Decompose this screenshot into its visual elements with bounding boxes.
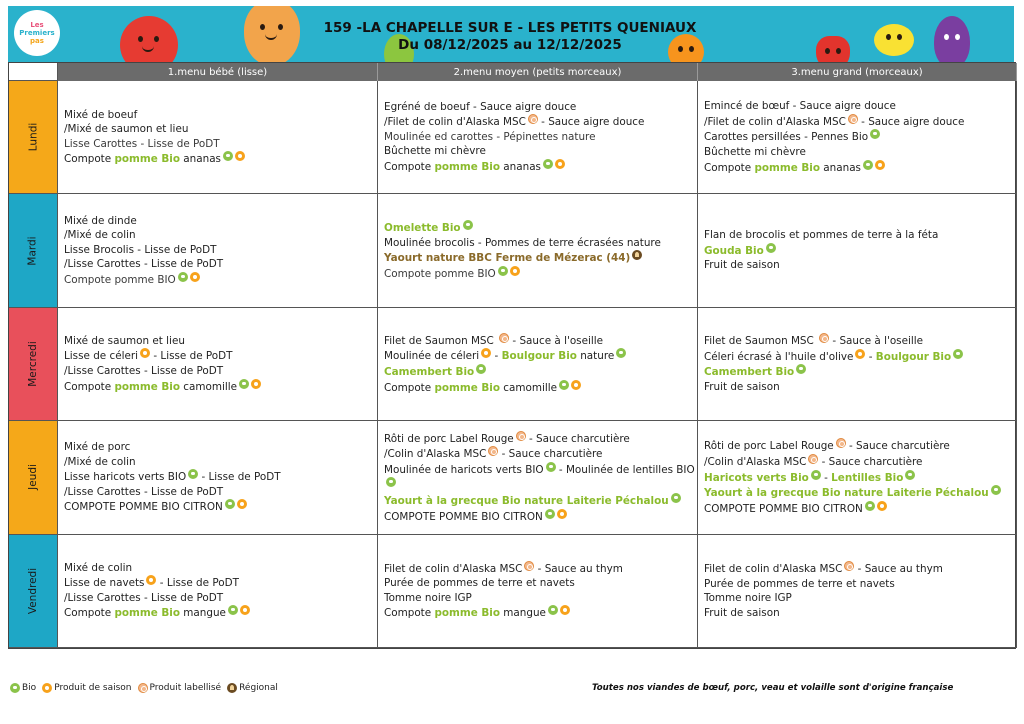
menu-line: [384, 266, 691, 282]
season-icon: [235, 151, 245, 161]
menu-line: [384, 348, 691, 364]
menu-text: ananas: [179, 153, 221, 166]
season-icon: [510, 266, 520, 276]
menu-line: [384, 220, 691, 236]
day-label-2: [9, 308, 58, 421]
page-title: [300, 20, 720, 54]
menu-text: Haricots verts Bio: [704, 471, 809, 484]
menu-line: [704, 438, 1010, 454]
menu-line: [64, 334, 371, 349]
label-quality-icon: [138, 683, 148, 693]
menu-line: [384, 250, 691, 266]
menu-line: [384, 159, 691, 175]
bio-leaf-icon: [559, 380, 569, 390]
season-icon: [560, 605, 570, 615]
menu-text: Filet de colin d'Alaska MSC: [384, 562, 523, 575]
menu-text: Bûchette mi chèvre: [704, 145, 806, 158]
menu-line: [64, 364, 371, 379]
menu-text: Boulgour Bio: [875, 350, 952, 363]
season-icon: [237, 499, 247, 509]
menu-text: Yaourt nature BBC Ferme de Mézerac (44): [384, 252, 631, 265]
menu-cell-grand: [698, 81, 1017, 194]
label-quality-icon: [836, 438, 846, 448]
menu-text: Omelette Bio: [384, 221, 461, 234]
menu-text: - Sauce aigre douce: [857, 115, 965, 128]
season-icon: [855, 349, 865, 359]
menu-text: /Lisse Carottes - Lisse de PoDT: [64, 258, 224, 271]
menu-text: - Sauce à l'oseille: [829, 335, 924, 348]
menu-text: Compote: [64, 153, 115, 166]
menu-text: Filet de Saumon MSC: [384, 334, 498, 347]
menu-text: Filet de colin d'Alaska MSC: [704, 563, 843, 576]
bio-leaf-icon: [671, 493, 681, 503]
legend-item: [42, 683, 131, 693]
day-label-0: [9, 81, 58, 194]
menu-text: mangue: [499, 607, 546, 620]
bio-leaf-icon: [188, 469, 198, 479]
menu-text: Mixé de porc: [64, 440, 131, 453]
day-name: Vendredi: [27, 567, 39, 614]
menu-cell-bebe: [58, 421, 378, 534]
bio-leaf-icon: [991, 485, 1001, 495]
bio-leaf-icon: [905, 470, 915, 480]
menu-text: Mixé de saumon et lieu: [64, 334, 185, 347]
season-icon: [555, 159, 565, 169]
menu-text: Mixé de dinde: [64, 214, 137, 227]
menu-line: [384, 509, 691, 525]
menu-line: [64, 561, 371, 576]
menu-cell-bebe: [58, 81, 378, 194]
legend-label: Bio: [22, 683, 37, 693]
menu-text: Filet de Saumon MSC: [704, 335, 818, 348]
season-icon: [240, 605, 250, 615]
menu-line: [384, 591, 691, 606]
menu-line: [384, 446, 691, 462]
regional-icon: [632, 250, 642, 260]
logo-text-1: Les: [30, 21, 44, 29]
season-icon: [140, 348, 150, 358]
bio-leaf-icon: [545, 509, 555, 519]
menu-cell-grand: [698, 535, 1017, 648]
menu-text: - Lisse de PoDT: [156, 577, 239, 590]
label-quality-icon: [528, 114, 538, 124]
bio-leaf-icon: [223, 151, 233, 161]
menu-text: /Colin d'Alaska MSC: [384, 448, 487, 461]
menu-text: COMPOTE POMME BIO CITRON: [704, 502, 863, 515]
menu-line: [384, 333, 691, 349]
menu-line: [384, 493, 691, 509]
menu-text: Lentilles Bio: [831, 471, 904, 484]
menu-line: [384, 380, 691, 396]
season-icon: [190, 272, 200, 282]
menu-line: [704, 577, 1010, 592]
menu-text: pomme Bio: [434, 381, 500, 394]
season-icon: [251, 379, 261, 389]
menu-line: [704, 145, 1010, 160]
lemon-illustration: [874, 24, 914, 56]
menu-cell-moyen: [378, 421, 698, 534]
bio-leaf-icon: [865, 501, 875, 511]
menu-line: [704, 258, 1010, 273]
menu-line: [704, 380, 1010, 395]
menu-text: /Mixé de colin: [64, 455, 136, 468]
menu-line: [704, 591, 1010, 606]
menu-line: [64, 455, 371, 470]
bio-leaf-icon: [463, 220, 473, 230]
menu-line: [384, 130, 691, 145]
bio-leaf-icon: [766, 243, 776, 253]
menu-cell-bebe: [58, 308, 378, 421]
menu-line: [384, 605, 691, 621]
menu-text: -: [491, 350, 502, 363]
bio-leaf-icon: [225, 499, 235, 509]
menu-line: [384, 114, 691, 130]
menu-text: Egréné de boeuf - Sauce aigre douce: [384, 100, 577, 113]
menu-text: - Lisse de PoDT: [150, 350, 233, 363]
menu-text: COMPOTE POMME BIO CITRON: [384, 510, 543, 523]
menu-text: Emincé de bœuf - Sauce aigre douce: [704, 100, 896, 113]
menu-line: [704, 501, 1010, 517]
menu-text: - Sauce charcutière: [845, 440, 950, 453]
season-icon: [557, 509, 567, 519]
menu-line: [64, 108, 371, 123]
bio-leaf-icon: [796, 364, 806, 374]
menu-text: mangue: [179, 607, 226, 620]
menu-cell-bebe: [58, 194, 378, 307]
menu-line: [384, 100, 691, 115]
menu-text: Lisse Brocolis - Lisse de PoDT: [64, 243, 217, 256]
legend-item: [10, 683, 36, 693]
menu-text: Céleri écrasé à l'huile d'olive: [704, 350, 854, 363]
label-quality-icon: [819, 333, 829, 343]
menu-line: [64, 499, 371, 515]
menu-line: [704, 99, 1010, 114]
menu-line: [64, 469, 371, 485]
menu-line: [64, 122, 371, 137]
menu-line: [64, 137, 371, 152]
menu-text: -: [820, 471, 832, 484]
menu-text: Lisse de navets: [64, 577, 145, 590]
eggplant-illustration: [934, 16, 970, 62]
menu-line: [704, 129, 1010, 145]
menu-line: [64, 575, 371, 591]
menu-text: - Sauce à l'oseille: [509, 334, 604, 347]
menu-line: [64, 440, 371, 455]
menu-text: Mixé de boeuf: [64, 108, 138, 121]
menu-line: [384, 144, 691, 159]
site-title: 159 -LA CHAPELLE SUR E - LES PETITS QUENIAUX: [323, 20, 697, 36]
menu-line: [384, 576, 691, 591]
day-name: Lundi: [27, 122, 39, 152]
menu-line: [704, 485, 1010, 501]
date-range: Du 08/12/2025 au 12/12/2025: [398, 37, 622, 53]
menu-text: pomme Bio: [114, 607, 180, 620]
menu-text: /Filet de colin d'Alaska MSC: [704, 115, 846, 128]
menu-table: [8, 62, 1016, 649]
menu-cell-moyen: [378, 535, 698, 648]
menu-text: - Sauce charcutière: [525, 432, 630, 445]
menu-text: pomme Bio: [754, 161, 820, 174]
menu-text: Compote: [704, 161, 755, 174]
menu-line: [64, 228, 371, 243]
menu-text: camomille: [179, 380, 238, 393]
menu-text: Purée de pommes de terre et navets: [704, 577, 895, 590]
menu-text: ananas: [819, 161, 861, 174]
bio-leaf-icon: [811, 470, 821, 480]
menu-line: [704, 349, 1010, 365]
bio-leaf-icon: [548, 605, 558, 615]
bio-leaf-icon: [543, 159, 553, 169]
column-header-moyen: 2.menu moyen (petits morceaux): [378, 63, 698, 81]
menu-text: /Filet de colin d'Alaska MSC: [384, 116, 526, 129]
legend-label: Produit labellisé: [149, 683, 222, 693]
menu-text: Compote: [384, 381, 435, 394]
menu-line: [64, 591, 371, 606]
menu-text: - Sauce aigre douce: [537, 116, 645, 129]
bio-leaf-icon: [498, 266, 508, 276]
menu-line: [384, 462, 695, 478]
day-label-4: [9, 535, 58, 648]
menu-text: Yaourt à la grecque Bio nature Laiterie Péchalou: [704, 487, 989, 500]
season-icon: [42, 683, 52, 693]
menu-cell-moyen: [378, 194, 698, 307]
label-quality-icon: [516, 431, 526, 441]
menu-text: COMPOTE POMME BIO CITRON: [64, 501, 223, 514]
menu-text: /Lisse Carottes - Lisse de PoDT: [64, 485, 224, 498]
day-label-1: [9, 194, 58, 307]
menu-text: nature: [576, 350, 615, 363]
logo: [14, 10, 60, 56]
bio-leaf-icon: [546, 462, 556, 472]
menu-line: [64, 151, 371, 167]
menu-text: /Mixé de saumon et lieu: [64, 123, 189, 136]
strawberry-illustration: [816, 36, 850, 62]
menu-line: [704, 364, 1010, 380]
menu-text: -: [865, 350, 876, 363]
potato-illustration: [244, 6, 300, 62]
menu-text: - Lisse de PoDT: [198, 471, 281, 484]
legend-item: [227, 683, 278, 693]
menu-line: [64, 485, 371, 500]
season-icon: [481, 348, 491, 358]
menu-line: [384, 477, 691, 493]
menu-text: Mixé de colin: [64, 561, 133, 574]
bio-leaf-icon: [386, 477, 396, 487]
label-quality-icon: [499, 333, 509, 343]
menu-line: [704, 243, 1010, 259]
legend: [10, 683, 284, 693]
day-label-3: [9, 421, 58, 534]
menu-line: [64, 257, 371, 272]
day-name: Mercredi: [26, 341, 39, 387]
menu-text: camomille: [499, 381, 558, 394]
menu-text: /Lisse Carottes - Lisse de PoDT: [64, 591, 224, 604]
menu-text: Moulinée de céleri: [384, 350, 480, 363]
menu-line: [384, 561, 691, 577]
menu-text: Lisse de céleri: [64, 350, 139, 363]
bio-leaf-icon: [953, 349, 963, 359]
menu-cell-grand: [698, 308, 1017, 421]
menu-text: Camembert Bio: [704, 366, 795, 379]
menu-text: Gouda Bio: [704, 244, 764, 257]
season-icon: [571, 380, 581, 390]
menu-text: Tomme noire IGP: [384, 591, 472, 604]
menu-text: Purée de pommes de terre et navets: [384, 577, 575, 590]
menu-text: Lisse Carottes - Lisse de PoDT: [64, 137, 220, 150]
menu-line: [704, 561, 1010, 577]
menu-line: [384, 364, 691, 380]
menu-line: [704, 333, 1010, 349]
bio-leaf-icon: [476, 364, 486, 374]
menu-text: Moulinée ed carottes - Pépinettes nature: [384, 130, 596, 143]
menu-text: pomme Bio: [114, 153, 180, 166]
season-icon: [146, 575, 156, 585]
menu-text: Tomme noire IGP: [704, 592, 792, 605]
menu-text: - Sauce charcutière: [498, 448, 603, 461]
menu-line: [704, 470, 1010, 486]
day-name: Jeudi: [26, 464, 39, 491]
menu-text: Flan de brocolis et pommes de terre à la féta: [704, 229, 939, 242]
menu-text: Bûchette mi chèvre: [384, 145, 486, 158]
menu-line: [704, 606, 1010, 621]
menu-text: Moulinée brocolis - Pommes de terre écrasées nature: [384, 236, 661, 249]
season-icon: [877, 501, 887, 511]
menu-text: Yaourt à la grecque Bio nature Laiterie Péchalou: [384, 494, 669, 507]
menu-line: [64, 379, 371, 395]
menu-text: Boulgour Bio: [501, 350, 577, 363]
menu-text: Compote pomme BIO: [384, 267, 496, 280]
menu-line: [384, 431, 691, 447]
menu-line: [384, 236, 691, 251]
menu-line: [704, 454, 1010, 470]
menu-text: /Lisse Carottes - Lisse de PoDT: [64, 364, 224, 377]
menu-cell-moyen: [378, 308, 698, 421]
menu-text: Compote: [384, 607, 435, 620]
menu-cell-bebe: [58, 535, 378, 648]
season-icon: [875, 160, 885, 170]
menu-cell-grand: [698, 421, 1017, 534]
menu-line: [64, 243, 371, 258]
label-quality-icon: [488, 446, 498, 456]
label-quality-icon: [844, 561, 854, 571]
menu-text: Moulinée de haricots verts BIO: [384, 463, 544, 476]
menu-text: - Sauce au thym: [854, 563, 943, 576]
apple-illustration: [120, 16, 178, 62]
menu-text: Fruit de saison: [704, 381, 780, 394]
menu-line: [64, 272, 371, 288]
menu-text: Compote: [64, 607, 115, 620]
menu-line: [704, 160, 1010, 176]
bio-leaf-icon: [616, 348, 626, 358]
menu-line: [64, 348, 371, 364]
day-name: Mardi: [27, 235, 39, 266]
bio-leaf-icon: [863, 160, 873, 170]
menu-text: pomme Bio: [114, 380, 180, 393]
menu-text: /Colin d'Alaska MSC: [704, 456, 807, 468]
menu-text: ananas: [499, 161, 541, 174]
menu-line: [704, 228, 1010, 243]
origin-note: Toutes nos viandes de bœuf, porc, veau et volaille sont d'origine française: [592, 683, 954, 693]
menu-cell-moyen: [378, 81, 698, 194]
menu-text: Carottes persillées - Pennes Bio: [704, 131, 869, 144]
menu-text: Compote: [64, 380, 115, 393]
menu-text: /Mixé de colin: [64, 229, 136, 242]
menu-text: Compote pomme BIO: [64, 273, 176, 286]
table-corner: [9, 63, 58, 81]
menu-line: [704, 114, 1010, 130]
bio-leaf-icon: [870, 129, 880, 139]
logo-text-2: Premiers: [19, 29, 55, 37]
bio-leaf-icon: [178, 272, 188, 282]
menu-text: Rôti de porc Label Rouge: [384, 432, 514, 445]
menu-text: Rôti de porc Label Rouge: [704, 440, 834, 453]
menu-text: Fruit de saison: [704, 259, 780, 272]
regional-icon: [227, 683, 237, 693]
menu-line: [64, 605, 371, 621]
menu-cell-grand: [698, 194, 1017, 307]
menu-text: Camembert Bio: [384, 365, 475, 378]
logo-text-3: pas: [30, 37, 44, 45]
column-header-bebe: 1.menu bébé (lisse): [58, 63, 378, 81]
menu-text: pomme Bio: [434, 607, 500, 620]
menu-line: [64, 214, 371, 229]
bio-leaf-icon: [10, 683, 20, 693]
bio-leaf-icon: [239, 379, 249, 389]
legend-item: [138, 683, 222, 693]
legend-label: Régional: [239, 683, 278, 693]
menu-text: Lisse haricots verts BIO: [64, 471, 187, 484]
legend-label: Produit de saison: [54, 683, 132, 693]
column-header-grand: 3.menu grand (morceaux): [698, 63, 1017, 81]
menu-text: - Sauce au thym: [534, 562, 623, 575]
label-quality-icon: [808, 454, 818, 464]
menu-text: Fruit de saison: [704, 606, 780, 619]
label-quality-icon: [524, 561, 534, 571]
label-quality-icon: [848, 114, 858, 124]
menu-text: - Moulinée de lentilles BIO: [555, 463, 695, 476]
bio-leaf-icon: [228, 605, 238, 615]
menu-text: - Sauce charcutière: [818, 456, 923, 468]
menu-text: Compote: [384, 161, 435, 174]
menu-text: pomme Bio: [434, 161, 500, 174]
